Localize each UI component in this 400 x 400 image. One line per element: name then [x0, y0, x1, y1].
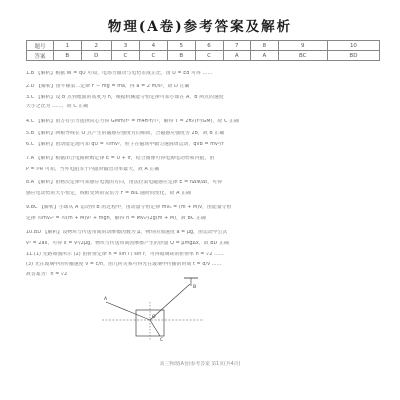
answer-cell: A: [251, 51, 279, 61]
solution-line: P = I²R 可知，当外电阻等于内阻时输出功率最大，故 A 正确: [26, 167, 160, 172]
figure-label: B: [193, 285, 197, 290]
solution-line: 感应电动势的大小恒定，线框受到的安培力 F = BIL 随时间变化，故 A 正确: [26, 191, 191, 196]
question-number: 1: [54, 41, 82, 51]
solution-line: 1.B 【解析】根据 W = qU 可知，电场力做功与电势差成正比，由 U = Ed 可得 ……: [26, 71, 213, 76]
solution-line: 8.A 【解析】由楞次定律可知感应电流的方向，由法拉第电磁感应定律 E = nΔΦ/Δt，可得: [26, 180, 223, 185]
question-number: 8: [251, 41, 279, 51]
answer-cell: C: [195, 51, 223, 61]
solution-line: 7.A 【解析】根据闭合电路欧姆定律 E = U + Ir，结合图像可得电源电动势和内阻，由: [26, 156, 215, 161]
solution-line: 6.C 【解析】由动能定理可知 qU = ½mv²，粒子在磁场中做匀速圆周运动，qvB = mv²/r: [26, 142, 224, 147]
answer-cell: B: [167, 51, 195, 61]
solution-line: 11.(1) 光路如图所示 (2) 由折射定律 n = sin i / sin r，可得玻璃砖的折射率 n = √2 ……: [26, 252, 224, 257]
figure-label: O: [152, 315, 156, 320]
answer-cell: C: [111, 51, 139, 61]
question-number: 7: [223, 41, 251, 51]
question-number: 5: [167, 41, 195, 51]
question-number: 9: [278, 41, 327, 51]
figure-label: C: [160, 338, 164, 343]
question-number: 6: [195, 41, 223, 51]
question-number: 3: [111, 41, 139, 51]
question-number: 10: [327, 41, 379, 51]
solution-line: 大小之比为 ……，故 C 正确: [26, 104, 89, 109]
figure-label: A: [104, 297, 108, 302]
solution-line: 故答案为：n = √2: [26, 272, 68, 277]
solution-line: 9.BC 【解析】小球从 A 运动到 B 的过程中，由动量守恒定律 mv₀ = (m + M)v，由能量守恒: [26, 205, 232, 210]
answer-table-answer-row: [27, 51, 380, 61]
answer-table: [26, 40, 380, 61]
row-label-answer: 答案: [27, 51, 54, 61]
answer-table-number-row: [27, 41, 380, 51]
page-footer: 高三物理(A卷)参考答案 第1页(共4页): [159, 362, 241, 367]
solution-line: 4.C 【解析】由万有引力提供向心力得 GMm/r² = m4π²r/T²，解得 T = 2π√(r³/GM)，故 C 正确: [26, 119, 239, 124]
solution-line: 10.BD 【解析】设物块与传送带间的动摩擦因数为 μ，物块的加速度 a = μg，由运动学公式: [26, 230, 228, 235]
question-number: 2: [81, 41, 111, 51]
answer-cell: A: [223, 51, 251, 61]
question-number: 4: [139, 41, 167, 51]
answer-cell: BD: [327, 51, 379, 61]
optics-diagram: [98, 272, 208, 344]
solution-line: 2.D 【解析】由牛顿第二定律 F − mg = ma，得 a = 2 m/s²，故 D 正确: [26, 84, 190, 89]
page-title: 物理(A卷)参考答案及解析: [107, 19, 293, 35]
answer-cell: C: [139, 51, 167, 61]
solution-line: 定律 ½mv₀² = ½(m + M)v² + mgh，解得 h = Mv₀²/2g(m + M)，故 BC 正确: [26, 216, 206, 221]
answer-cell: B: [54, 51, 82, 61]
solution-line: 3.C 【解析】设 B 点到地面的高度为 h，根据机械能守恒定律可知小球在 A、B 两点的速度: [26, 95, 224, 100]
answer-cell: D: [81, 51, 111, 61]
solution-line: v² = 2ax，可得 x = v²/2μg，物块与传送带间因摩擦产生的热量 Q = μmgΔx，故 BD 正确: [26, 241, 229, 246]
solution-line: (3) 光在玻璃中的传播速度 v = c/n，由几何关系可得光在玻璃中传播的时间 t = d/v ……: [26, 262, 222, 267]
row-label-number: 题号: [27, 41, 54, 51]
solution-line: 5.B 【解析】两根导线在 O 点产生的磁感应强度方向相同，合磁感应强度为 2B，故 B 正确: [26, 131, 225, 136]
answer-cell: BC: [278, 51, 327, 61]
